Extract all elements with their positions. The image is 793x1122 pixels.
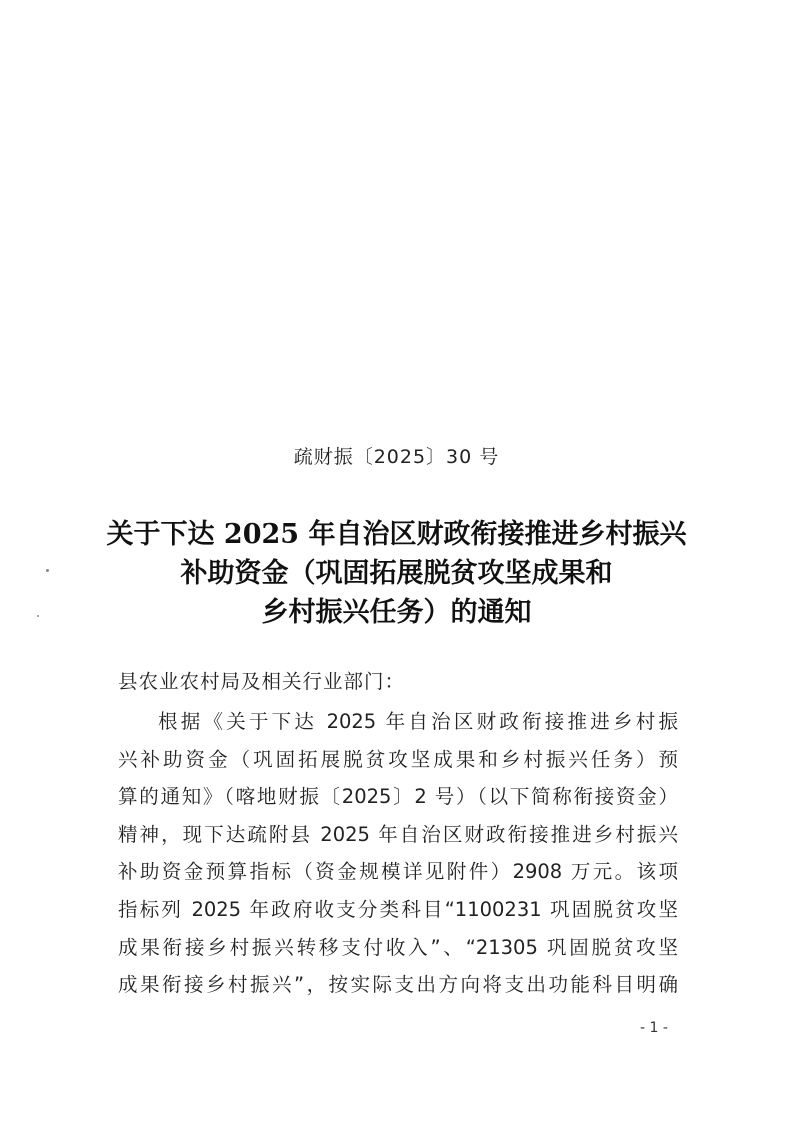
body-line: 根据《关于下达 2025 年自治区财政衔接推进乡村振 — [158, 710, 678, 733]
scan-speck — [46, 569, 49, 572]
document-number: 疏财振〔2025〕30 号 — [293, 446, 500, 468]
document-title — [0, 515, 793, 632]
title-line-1: 关于下达 2025 年自治区财政衔接推进乡村振兴 — [106, 519, 687, 550]
scan-speck — [37, 615, 39, 617]
title-line-2: 补助资金（巩固拓展脱贫攻坚成果和 — [180, 558, 613, 589]
title-line-3: 乡村振兴任务）的通知 — [261, 597, 532, 628]
body-line: 成果衔接乡村振兴转移支付收入”、“21305 巩固脱贫攻坚 — [118, 935, 678, 959]
body-line: 成果衔接乡村振兴”，按实际支出方向将支出功能科目明确 — [118, 973, 678, 997]
body-line: 算的通知》（喀地财振〔2025〕2 号）（以下简称衔接资金） — [118, 785, 678, 809]
body-text — [118, 703, 678, 1004]
body-line: 补助资金预算指标（资金规模详见附件）2908 万元。该项 — [118, 860, 678, 884]
body-line: 指标列 2025 年政府收支分类科目“1100231 巩固脱贫攻坚 — [118, 897, 678, 921]
addressee: 县农业农村局及相关行业部门： — [118, 670, 406, 693]
page-number: - 1 - — [640, 1020, 668, 1036]
body-line: 兴补助资金（巩固拓展脱贫攻坚成果和乡村振兴任务）预 — [118, 747, 678, 771]
body-line: 精神，现下达疏附县 2025 年自治区财政衔接推进乡村振兴 — [118, 822, 678, 846]
